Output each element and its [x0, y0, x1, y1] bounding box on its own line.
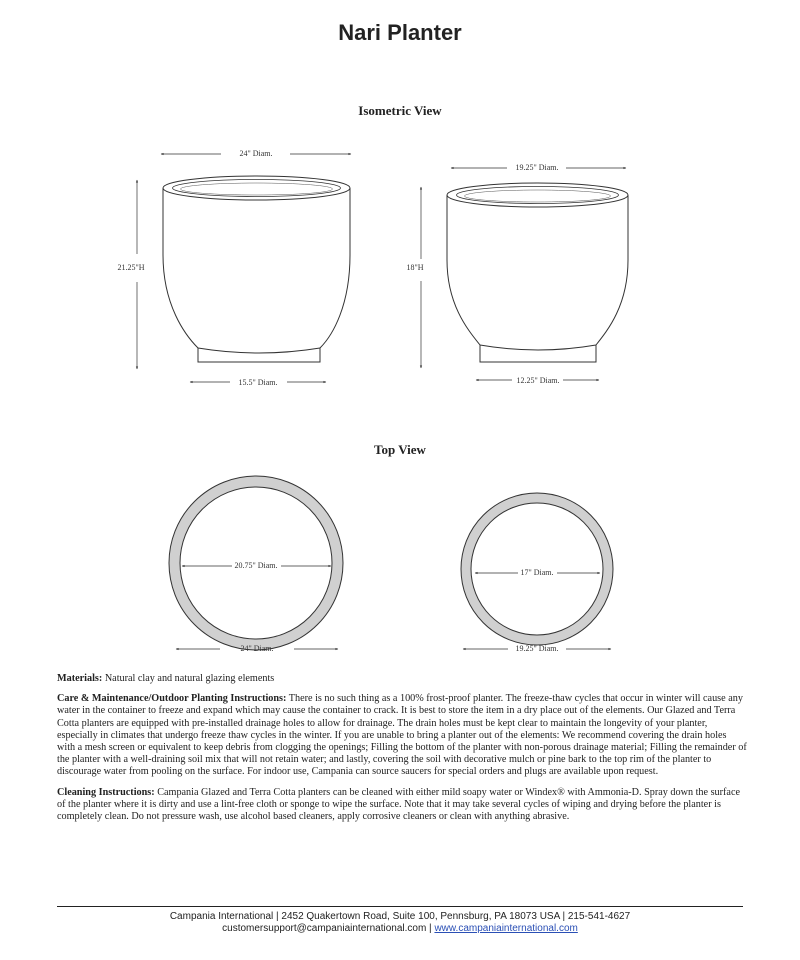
small-top-diam-label: 19.25" Diam. — [515, 163, 559, 172]
small-planter-top-view — [461, 493, 613, 653]
cleaning-label: Cleaning Instructions: — [57, 786, 155, 798]
large-top-diam-label: 24" Diam. — [239, 149, 273, 158]
company-address: Campania International | 2452 Quakertown Road, Suite 100, Pennsburg, PA 18073 USA | 215-541-4627 — [169, 911, 631, 922]
website-link[interactable]: www.campaniainternational.com — [434, 923, 578, 934]
large-height-label: 21.25"H — [117, 263, 145, 272]
care-label: Care & Maintenance/Outdoor Planting Instructions: — [57, 693, 287, 705]
large-inner-diam-label: 20.75" Diam. — [234, 561, 278, 570]
small-base-diam-label: 12.25" Diam. — [516, 376, 560, 385]
contact-line — [0, 923, 800, 935]
cleaning-paragraph — [57, 787, 747, 824]
large-outer-diam-label: 24" Diam. — [240, 644, 274, 653]
top-view-heading: Top View — [374, 442, 426, 457]
product-information — [57, 673, 747, 831]
small-planter-body — [447, 195, 628, 362]
small-height-label: 18"H — [406, 263, 424, 272]
cleaning-text: Campania Glazed and Terra Cotta planters can be cleaned with either mild soapy water or Windex® with Ammonia-D. Spray down the surface of the planter where it is dirty and use a lint-free cloth or sponge to wipe the surface. Note that it may take several cycles of wiping and drying before the planter is completely clean. Do not pressure wash, use alcohol based cleaners, apply corrosive cleaners or clean with anything abrasive. — [57, 786, 740, 823]
large-planter-body — [163, 188, 350, 362]
care-paragraph — [57, 693, 747, 778]
isometric-view-heading: Isometric View — [358, 103, 442, 118]
footer-separator: | — [426, 923, 435, 934]
materials-label: Materials: — [57, 673, 103, 684]
footer-divider — [57, 906, 743, 907]
support-email: customersupport@campaniainternational.com — [222, 923, 427, 934]
small-inner-diam-label: 17" Diam. — [520, 568, 554, 577]
materials-paragraph — [57, 673, 747, 685]
small-outer-diam-label: 19.25" Diam. — [515, 644, 559, 653]
materials-text: Natural clay and natural glazing elements — [102, 673, 275, 684]
large-planter-top-view — [169, 476, 343, 653]
large-base-diam-label: 15.5" Diam. — [238, 378, 278, 387]
small-planter-isometric — [447, 183, 628, 362]
care-text: There is no such thing as a 100% frost-proof planter. The freeze-thaw cycles that occur in winter will cause any water in the container to freeze and expand which may cause the container to crack. It is best to store the item in a dry place out of the elements. Our Glazed and Terra Cotta planters are equipped with pre-installed drainage holes to allow for drainage. The drain holes must be kept clear to maintain the longevity of your planter, especially in climates that undergo freeze thaw cycles in the winter. If you are unable to bring a planter out of the elements: We recommend covering the drain holes with a mesh screen or equivalent to keep debris from clogging the openings; Filling the bottom of the planter with non-porous drainage material; Filling the remainder of the planter with a well-draining soil mix that will not retain water; and lastly, covering the soil with decorative mulch or pine bark to the top rim of the planter to discourage water from pooling on the surface. For indoor use, Campania can source saucers for special orders and plugs are available upon request. — [57, 693, 747, 778]
footer — [0, 911, 800, 935]
large-planter-isometric — [163, 176, 350, 362]
page-title: Nari Planter — [338, 20, 462, 45]
